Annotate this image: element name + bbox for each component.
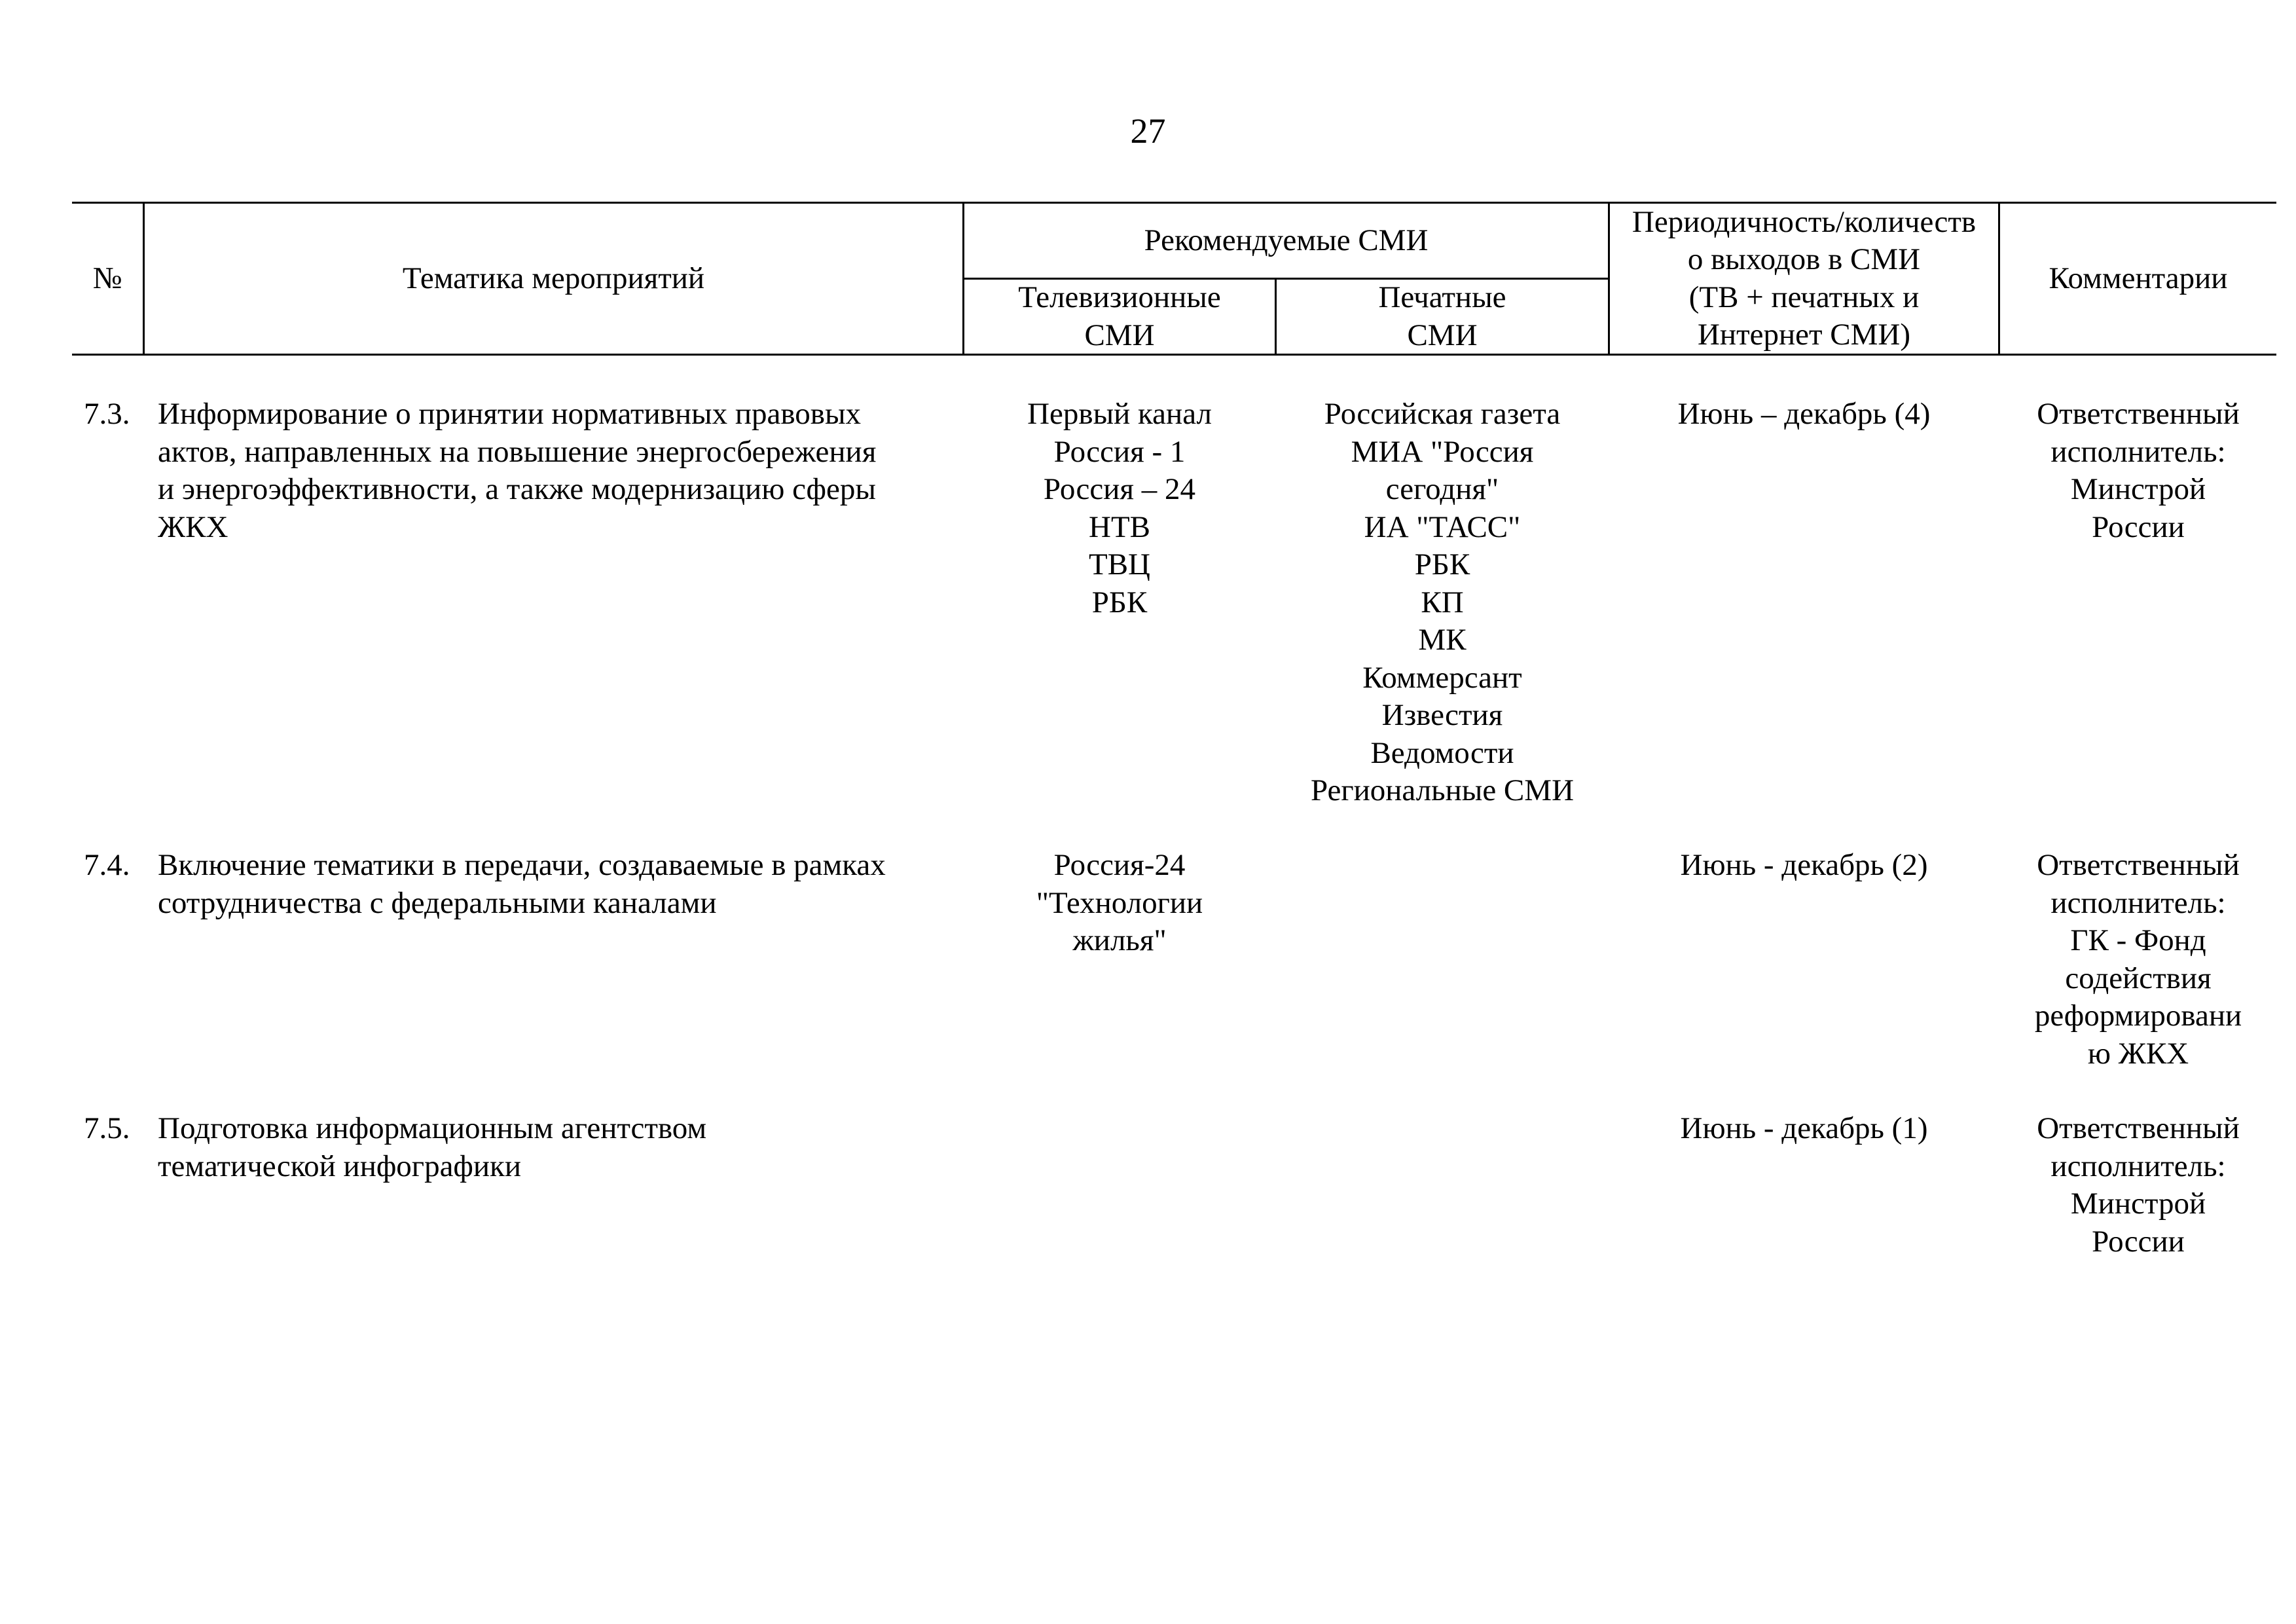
header-periodicity: Периодичность/количеств о выходов в СМИ (ТВ + печатных и Интернет СМИ) [1631,204,1977,352]
header-bottom-border [72,354,2276,356]
row-periodicity: Июнь - декабрь (1) [1680,1111,1928,1145]
header-print-media: Печатные СМИ [1378,280,1506,352]
row-periodicity: Июнь – декабрь (4) [1677,397,1931,431]
row-topic: Подготовка информационным агентством тематической инфографики [158,1111,707,1183]
row-number: 7.3. [84,397,130,431]
row-print-media: Российская газета МИА "Россия сегодня" ИА "ТАСС" РБК КП МК Коммерсант Известия Ведомости Региональные СМИ [1310,397,1575,807]
row-topic: Включение тематики в передачи, создаваемые в рамках сотрудничества с федеральными каналами [158,848,886,920]
row-tv-media: Первый канал Россия - 1 Россия – 24 НТВ ТВЦ РБК [1027,397,1212,619]
row-comment: Ответственный исполнитель: ГК - Фонд содействия реформировани ю ЖКХ [2034,848,2242,1071]
row-comment: Ответственный исполнитель: Минстрой России [2037,397,2240,544]
row-number: 7.4. [84,848,130,882]
header-comments: Комментарии [2049,261,2228,295]
row-topic: Информирование о принятии нормативных правовых актов, направленных на повышение энергосбережения и энергоэффективности, а также модернизацию сферы ЖКХ [158,397,877,544]
row-number: 7.5. [84,1111,130,1145]
row-periodicity: Июнь - декабрь (2) [1680,848,1928,882]
header-no: № [92,261,122,295]
page-number: 27 [1130,111,1166,151]
header-tv-media: Телевизионные СМИ [1018,280,1221,352]
header-recommended-media: Рекомендуемые СМИ [1144,223,1429,257]
row-tv-media: Россия-24 "Технологии жилья" [1036,848,1203,957]
header-topic: Тематика мероприятий [402,261,705,295]
row-comment: Ответственный исполнитель: Минстрой России [2037,1111,2240,1259]
